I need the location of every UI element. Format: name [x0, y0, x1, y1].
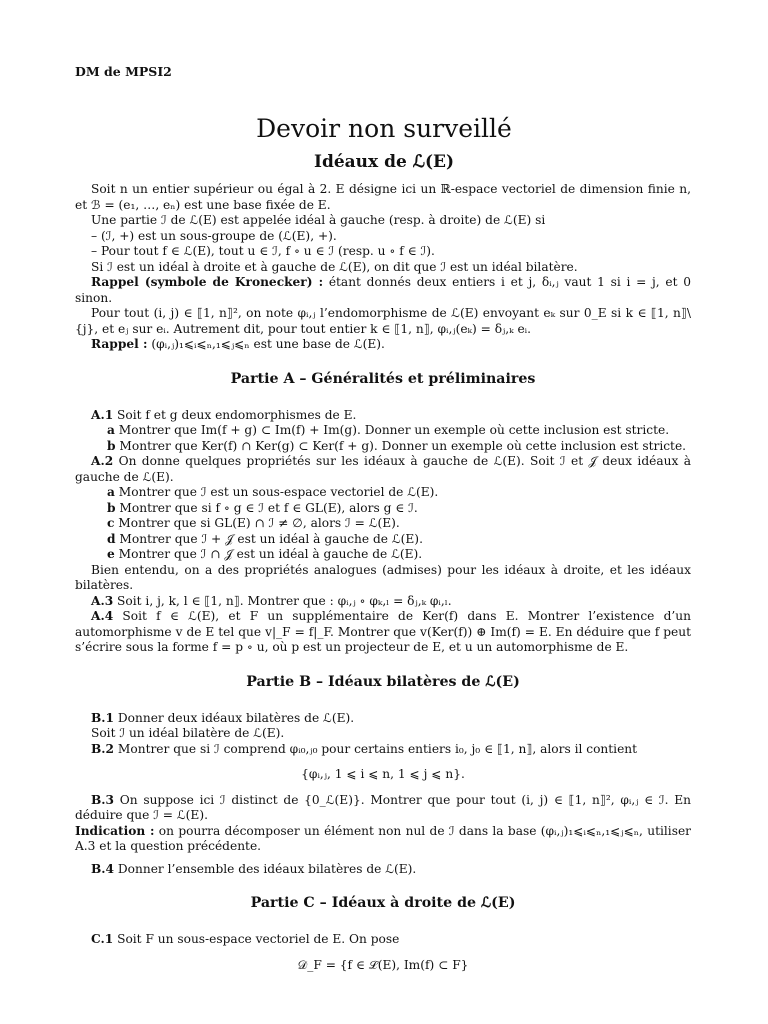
question-c1-formula: 𝒟_F = {f ∈ ℒ(E), Im(f) ⊂ F}: [297, 957, 469, 972]
document-subtitle: Idéaux de ℒ(E): [314, 152, 454, 172]
question-a2-c: c Montrer que si GL(E) ∩ ℐ ≠ ∅, alors ℐ = ℒ(E).: [107, 516, 400, 530]
question-a2-note: Bien entendu, on a des propriétés analogues (admises) pour les idéaux à droite, et les idéaux bilatères.: [75, 562, 691, 592]
kronecker-text: étant donnés deux entiers i et j, δᵢ,ⱼ vaut 1 si i = j, et 0 sinon.: [75, 275, 691, 305]
question-a2-b: b Montrer que si f ∘ g ∈ ℐ et f ∈ GL(E), alors g ∈ ℐ.: [107, 500, 418, 515]
kronecker-reminder: [75, 275, 691, 306]
intro-paragraph: Soit n un entier supérieur ou égal à 2. E désigne ici un ℝ-espace vectoriel de dimension finie n, et ℬ = (e₁, …, eₙ) est une base fixée de E.: [75, 182, 691, 212]
question-a2-d: d Montrer que ℐ + 𝒥 est un idéal à gauche de ℒ(E).: [107, 531, 423, 546]
intro-bilateral: Si ℐ est un idéal à droite et à gauche de ℒ(E), on dit que ℐ est un idéal bilatère.: [91, 259, 578, 274]
question-a1-b: b Montrer que Ker(f) ∩ Ker(g) ⊂ Ker(f + g). Donner un exemple où cette inclusion est stricte.: [107, 438, 687, 453]
basis-text: (φᵢ,ⱼ)₁⩽ᵢ⩽ₙ,₁⩽ⱼ⩽ₙ est une base de ℒ(E).: [147, 337, 385, 351]
question-a2-e: e Montrer que ℐ ∩ 𝒥 est un idéal à gauche de ℒ(E).: [107, 547, 423, 561]
kronecker-label: Rappel (symbole de Kronecker) :: [91, 275, 324, 289]
question-b1: B.1 Donner deux idéaux bilatères de ℒ(E).: [91, 710, 355, 725]
phi-definition: Pour tout (i, j) ∈ ⟦1, n⟧², on note φᵢ,ⱼ l’endomorphisme de ℒ(E) envoyant eₖ sur 0_E si k ∈ ⟦1, n⟧\{j}, et eⱼ sur eᵢ. Autrement dit, pour tout entier k ∈ ⟦1, n⟧, φᵢ,ⱼ(eₖ) = δⱼ,ₖ eᵢ.: [75, 306, 691, 336]
intro-condition-1: – (ℐ, +) est un sous-groupe de (ℒ(E), +).: [91, 228, 337, 243]
question-c1: C.1 Soit F un sous-espace vectoriel de E. On pose: [91, 932, 400, 946]
question-b1-note: Soit ℐ un idéal bilatère de ℒ(E).: [91, 726, 285, 740]
question-a2: A.2 On donne quelques propriétés sur les idéaux à gauche de ℒ(E). Soit ℐ et 𝒥 deux idéaux à gauche de ℒ(E).: [75, 454, 691, 484]
question-a1-a: a Montrer que Im(f + g) ⊂ Im(f) + Im(g). Donner un exemple où cette inclusion est stricte.: [107, 423, 670, 437]
intro-definition: Une partie ℐ de ℒ(E) est appelée idéal à gauche (resp. à droite) de ℒ(E) si: [91, 213, 546, 227]
question-b4: B.4 Donner l’ensemble des idéaux bilatères de ℒ(E).: [91, 861, 417, 876]
basis-label: Rappel :: [91, 337, 148, 351]
question-a4: A.4 Soit f ∈ ℒ(E), et F un supplémentaire de Ker(f) dans E. Montrer l’existence d’un automorphisme v de E tel que v|_F = f|_F. Montrer que v(Ker(f)) ⊕ Im(f) = E. En déduire que f peut s’écrire sous la forme f = p ∘ u, où p est un projecteur de E, et u un automorphisme de E.: [75, 609, 691, 654]
question-a3: A.3 Soit i, j, k, l ∈ ⟦1, n⟧. Montrer que : φᵢ,ⱼ ∘ φₖ,ₗ = δⱼ,ₖ φᵢ,ₗ.: [91, 593, 452, 608]
basis-reminder: [75, 337, 691, 353]
question-b3-hint: Indication : on pourra décomposer un élément non nul de ℐ dans la base (φᵢ,ⱼ)₁⩽ᵢ⩽ₙ,₁⩽ⱼ⩽ₙ, utiliser A.3 et la question précédente.: [75, 823, 691, 853]
document-body: [75, 182, 691, 973]
intro-condition-2: – Pour tout f ∈ ℒ(E), tout u ∈ ℐ, f ∘ u ∈ ℐ (resp. u ∘ f ∈ ℐ).: [91, 244, 435, 258]
document-header: DM de MPSI2: [75, 64, 172, 79]
question-b2: B.2 Montrer que si ℐ comprend φᵢ₀,ⱼ₀ pour certains entiers i₀, j₀ ∈ ⟦1, n⟧, alors il contient: [91, 741, 638, 756]
question-b2-formula: {φᵢ,ⱼ, 1 ⩽ i ⩽ n, 1 ⩽ j ⩽ n}.: [301, 767, 465, 781]
question-b3: B.3 On suppose ici ℐ distinct de {0_ℒ(E)}. Montrer que pour tout (i, j) ∈ ⟦1, n⟧², φᵢ,ⱼ ∈ ℐ. En déduire que ℐ = ℒ(E).: [75, 792, 691, 822]
question-a2-a: a Montrer que ℐ est un sous-espace vectoriel de ℒ(E).: [107, 485, 439, 499]
part-c-title: Partie C – Idéaux à droite de ℒ(E): [250, 895, 516, 911]
question-a1: A.1 Soit f et g deux endomorphismes de E.: [91, 407, 357, 422]
document-title: Devoir non surveillé: [256, 114, 512, 143]
part-a-title: Partie A – Généralités et préliminaires: [230, 370, 536, 387]
part-b-title: Partie B – Idéaux bilatères de ℒ(E): [246, 673, 520, 690]
